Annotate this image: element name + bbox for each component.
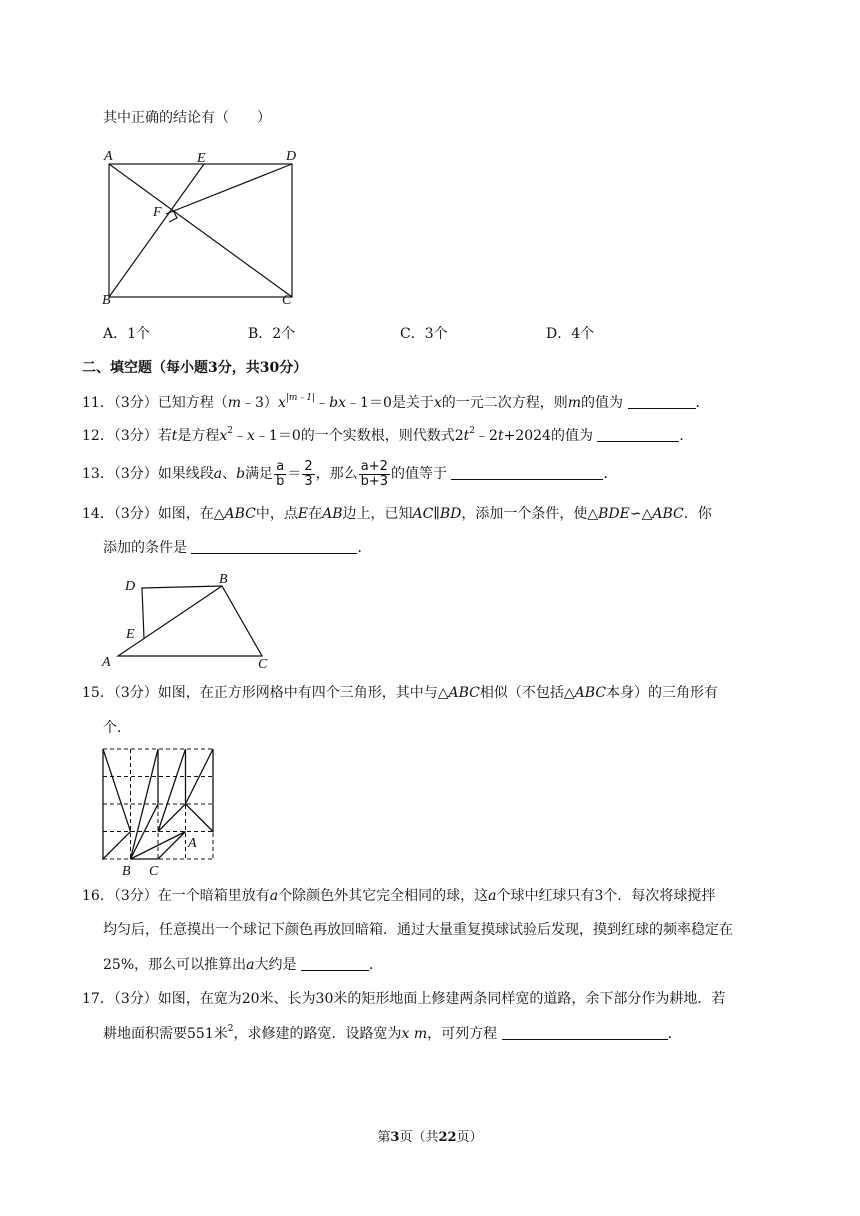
section-heading: 二、填空题（每小题3分，共30分）	[82, 360, 308, 376]
question-13: 13．（3分）如果线段a、b满足 $\frac{a}{b}$ ＝ $\frac{2}{3}$ ，那么 $\frac{a+2}{b+3}$ 的值等于 ．	[82, 458, 618, 489]
question-12: 12．（3分）若t是方程$x^2﹣x﹣1=0$的一个实数根，则代数式$2t^2﹣2t+2024$的值为 ．	[82, 426, 694, 444]
fraction-a2-over-b3: $\frac{a+2}{b+3}$	[360, 458, 389, 489]
intro-line: 其中正确的结论有（ ）	[103, 110, 271, 126]
page-footer: 第3页（共22页）	[377, 1130, 483, 1145]
choice-d: D．4个	[546, 326, 595, 342]
question-16-line1: 16．（3分）在一个暗箱里放有a个除颜色外其它完全相同的球，这a个球中红球只有3个．每次将球搅拌	[82, 888, 716, 904]
label-A14: A	[102, 655, 111, 670]
question-11: 11．（3分）已知方程$(m﹣3)x^{|m﹣1|}﹣bx﹣1=0$是关于x的一元二次方程，则m的值为 ．	[82, 393, 710, 411]
choice-c: C．3个	[400, 326, 448, 342]
label-B: B	[102, 293, 111, 308]
label-C: C	[282, 293, 292, 308]
fraction-2-over-3: $\frac{2}{3}$	[304, 458, 313, 489]
label-A: A	[104, 149, 113, 164]
label-A15: A	[188, 836, 197, 851]
label-E14: E	[126, 627, 135, 642]
triangle-figure-14	[96, 566, 286, 672]
question-17-line2: 耕地面积需要551米$^2$，求修建的路宽．设路宽为x m，可列方程 ．	[103, 1024, 682, 1042]
question-16-line2: 均匀后，任意摸出一个球记下颜色再放回暗箱．通过大量重复摸球试验后发现，摸到红球的频率稳定在	[103, 922, 733, 938]
question-14-line1: 14．（3分）如图，在△ABC中，点E在AB边上，已知AC∥BD，添加一个条件，使△BDE∽△ABC．你	[82, 506, 712, 522]
question-17-line1: 17．（3分）如图，在宽为20米、长为30米的矩形地面上修建两条同样宽的道路，余下部分作为耕地．若	[82, 991, 726, 1007]
grid-figure-15	[96, 743, 226, 883]
answer-blank-16[interactable]	[301, 956, 369, 971]
label-B14: B	[219, 572, 228, 587]
answer-blank-12[interactable]	[597, 427, 679, 442]
question-16-line3: 25%，那么可以推算出a大约是 ．	[103, 957, 383, 973]
answer-blank-14[interactable]	[191, 539, 357, 554]
label-D: D	[286, 149, 297, 164]
question-15-line2: 个．	[103, 720, 131, 736]
answer-blank-17[interactable]	[502, 1025, 668, 1040]
choice-a: A．1个	[103, 326, 151, 342]
label-D14: D	[125, 579, 136, 594]
label-E: E	[197, 151, 206, 166]
label-F: F	[153, 205, 162, 220]
fraction-a-over-b: $\frac{a}{b}$	[276, 458, 285, 489]
label-C15: C	[149, 864, 159, 879]
choice-b: B．2个	[248, 326, 296, 342]
answer-blank-11[interactable]	[628, 394, 696, 409]
question-15-line1: 15．（3分）如图，在正方形网格中有四个三角形，其中与△ABC相似（不包括△ABC本身）的三角形有	[82, 685, 719, 701]
label-C14: C	[258, 657, 268, 672]
answer-blank-13[interactable]	[451, 465, 603, 480]
question-14-line2: 添加的条件是 ．	[103, 540, 372, 556]
rectangle-figure	[96, 144, 316, 309]
label-B15: B	[122, 864, 131, 879]
